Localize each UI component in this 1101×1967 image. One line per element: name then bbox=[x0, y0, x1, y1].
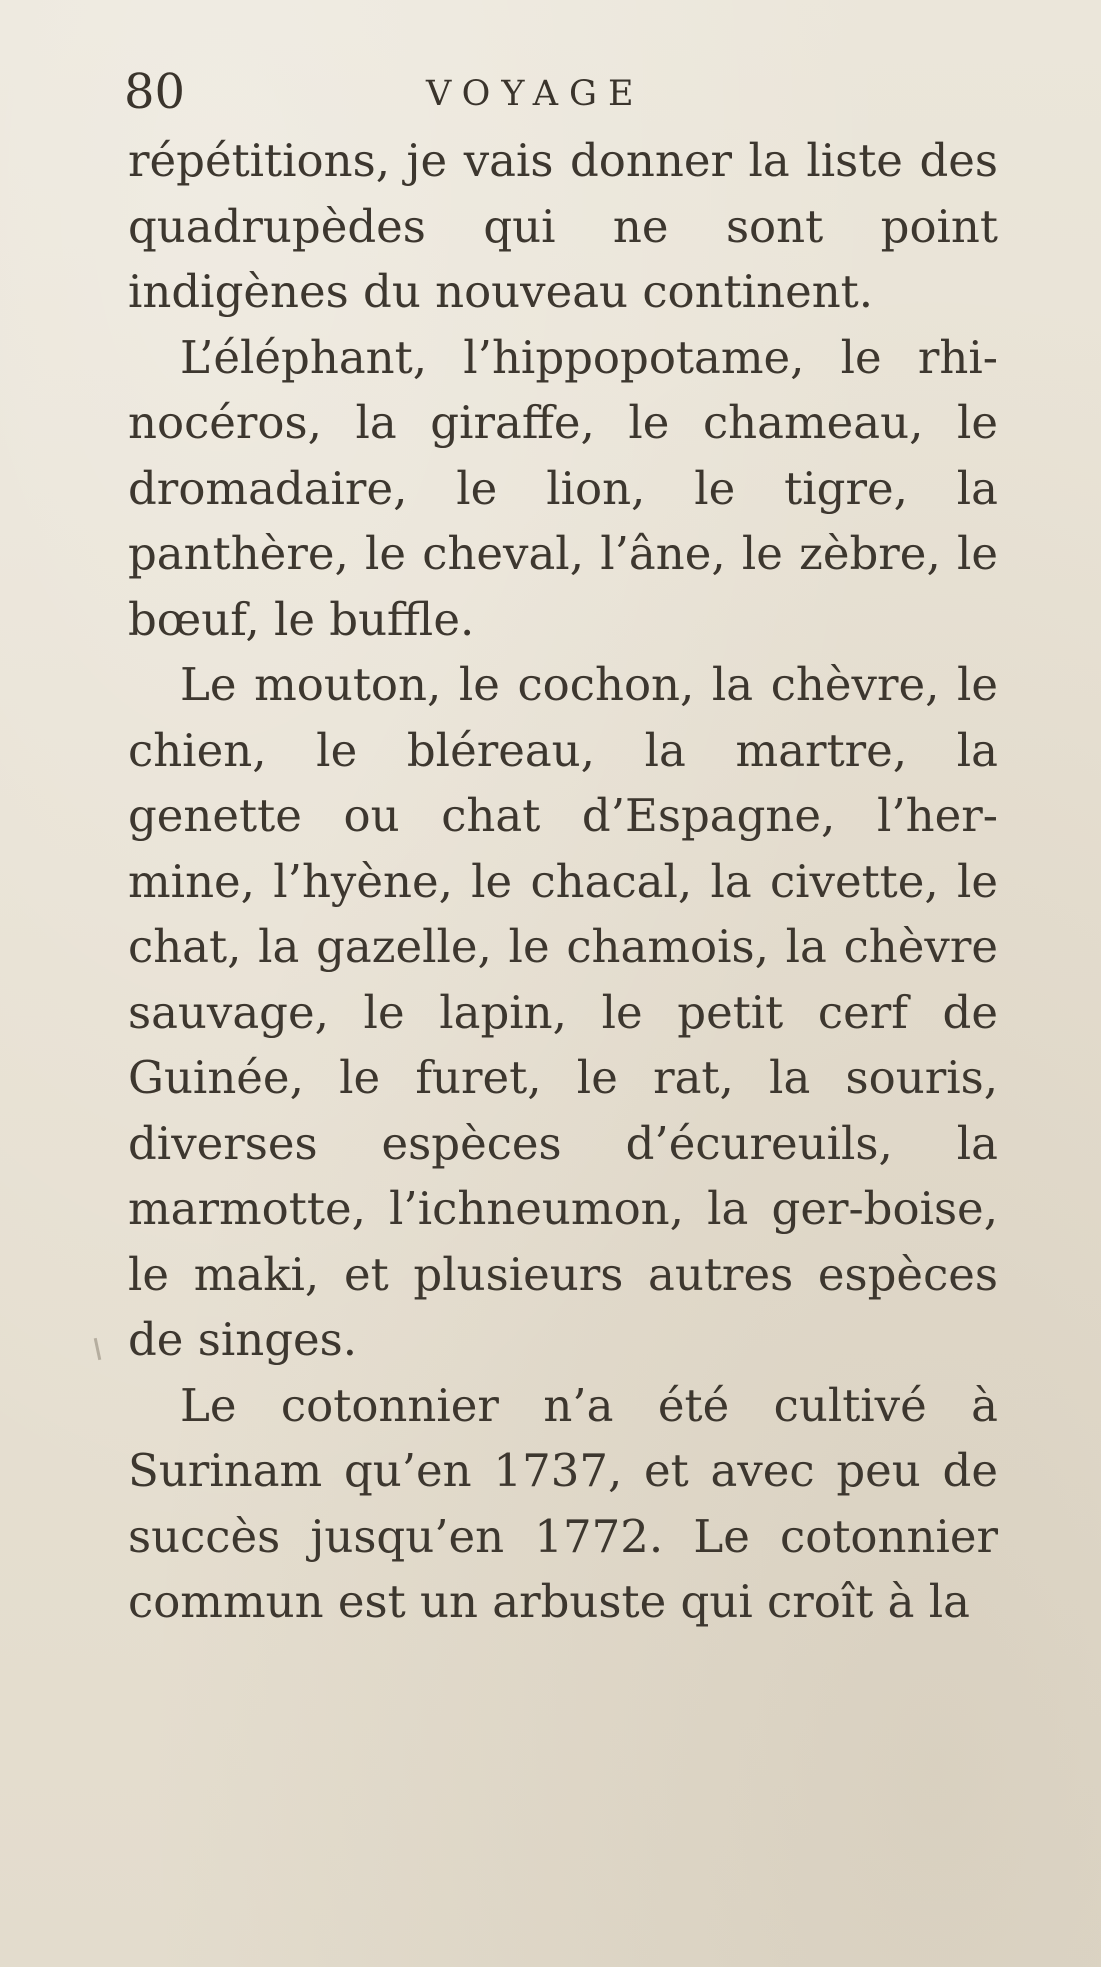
running-title: VOYAGE bbox=[426, 74, 645, 114]
body-text bbox=[128, 128, 998, 1635]
page-number: 80 bbox=[124, 64, 186, 120]
running-head bbox=[124, 62, 1024, 122]
paragraph-2: L’éléphant, l’hippopotame, le rhi-nocéros, la giraffe, le chameau, le dromadaire, le lion, le tigre, la panthère, le cheval, l’âne, le zèbre, le bœuf, le buffle. bbox=[128, 330, 998, 646]
paragraph-1: répétitions, je vais donner la liste des quadrupèdes qui ne sont point indigènes du nouveau continent. bbox=[128, 134, 998, 318]
paragraph-4: Le cotonnier n’a été cultivé à Surinam qu’en 1737, et avec peu de succès jusqu’en 1772. Le cotonnier commun est un arbuste qui croît à la bbox=[128, 1378, 998, 1628]
paragraph-3: Le mouton, le cochon, la chèvre, le chien, le bléreau, la martre, la genette ou chat d’Espagne, l’her-mine, l’hyène, le chacal, la civette, le chat, la gazelle, le chamois, la chèvre sauvage, le lapin, le petit cerf de Guinée, le furet, le rat, la souris, diverses espèces d’écureuils, la marmotte, l’ichneumon, la ger-boise, le maki, et plusieurs autres espèces de singes. bbox=[128, 658, 998, 1366]
margin-ink-mark bbox=[94, 1338, 102, 1360]
